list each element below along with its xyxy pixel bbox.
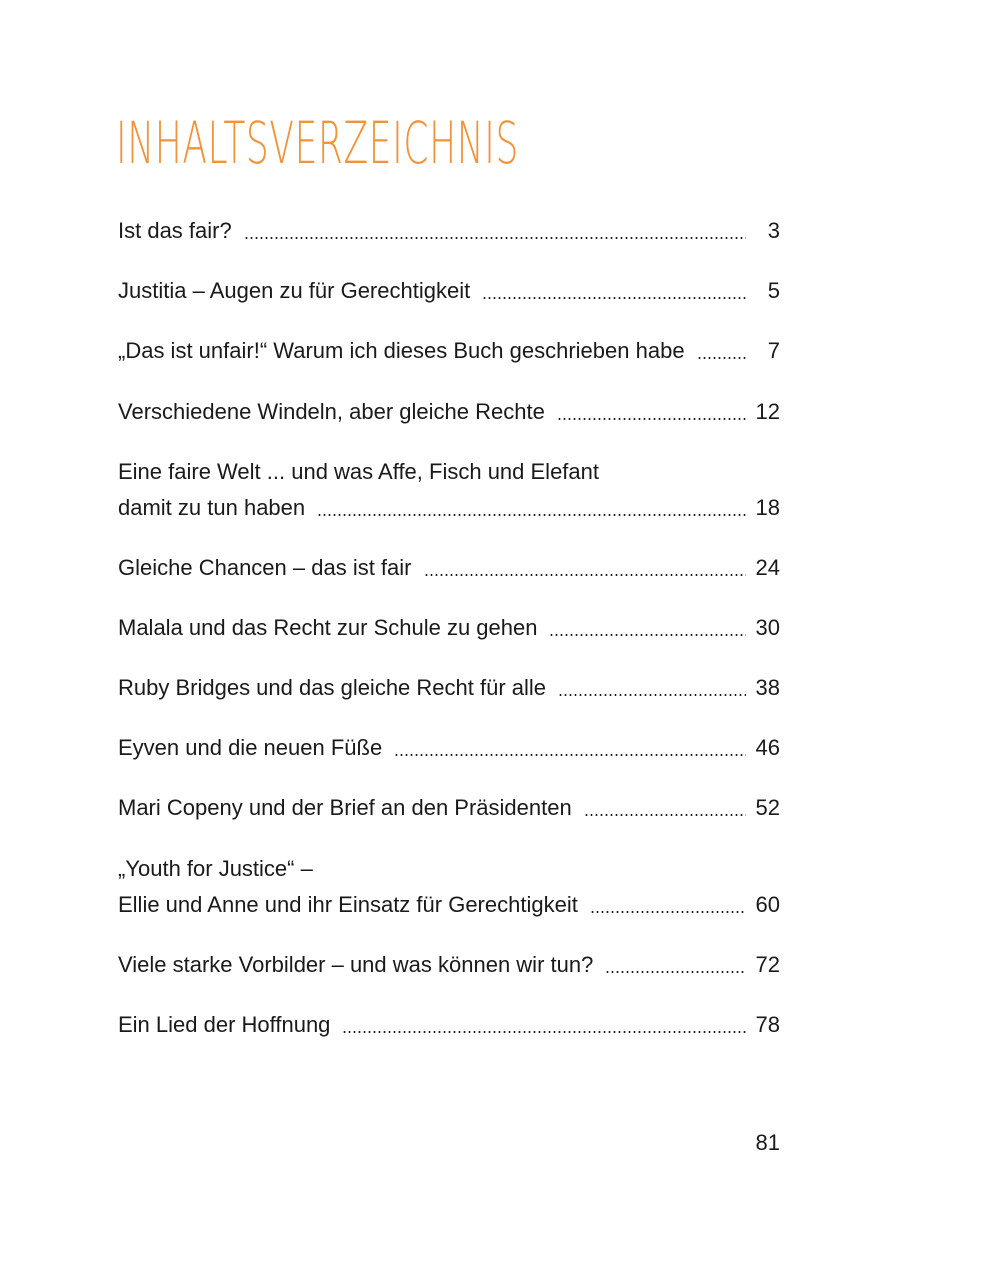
toc-entry-title: Justitia – Augen zu für Gerechtigkeit — [118, 278, 471, 303]
toc-entry-title: Ruby Bridges und das gleiche Recht für alle — [118, 675, 547, 700]
toc-entry-title-continued: Ellie und Anne und ihr Einsatz für Gerechtigkeit — [118, 892, 578, 917]
toc-entry-page: 5 — [767, 278, 780, 303]
toc-entry-page: 7 — [767, 338, 780, 363]
toc-entry — [118, 394, 780, 430]
toc-entry — [118, 550, 780, 586]
dot-leader — [317, 514, 746, 516]
toc-entry-page: 30 — [755, 615, 780, 640]
toc-entry — [118, 213, 780, 249]
toc-entry-page: 72 — [755, 952, 780, 977]
dot-leader — [584, 814, 746, 816]
toc-entry — [118, 790, 780, 826]
toc-entry-title: Ein Lied der Hoffnung — [118, 1012, 331, 1037]
dot-leader — [244, 237, 746, 239]
toc-entry — [118, 730, 780, 766]
toc-entry — [118, 333, 780, 369]
toc-entry-page: 12 — [755, 399, 780, 424]
toc-entry-title: „Youth for Justice“ – — [118, 856, 313, 881]
toc-entry — [118, 670, 780, 706]
dot-leader — [605, 971, 746, 973]
dot-leader — [482, 297, 746, 299]
dot-leader — [557, 418, 746, 420]
toc-entry-page: 38 — [755, 675, 780, 700]
toc-entry-page: 52 — [755, 795, 780, 820]
page-title: INHALTSVERZEICHNIS — [116, 109, 519, 177]
dot-leader — [394, 754, 746, 756]
toc-entry-title-continued: damit zu tun haben — [118, 495, 306, 520]
toc-entry — [118, 273, 780, 309]
toc-entry-title: Mari Copeny und der Brief an den Präsidenten — [118, 795, 572, 820]
toc-entry-page: 78 — [755, 1012, 780, 1037]
toc-entry-title: Malala und das Recht zur Schule zu gehen — [118, 615, 538, 640]
toc-entry-page: 24 — [755, 555, 780, 580]
dot-leader — [590, 911, 746, 913]
toc-entry-page: 60 — [755, 892, 780, 917]
toc-entry-page: 3 — [767, 218, 780, 243]
toc-entry — [118, 454, 780, 526]
toc-entry — [118, 947, 780, 983]
dot-leader — [558, 694, 746, 696]
toc-entry — [118, 610, 780, 646]
toc-entry-title: Verschiedene Windeln, aber gleiche Rechte — [118, 399, 545, 424]
toc-entry-title: „Das ist unfair!“ Warum ich dieses Buch geschrieben habe — [118, 338, 685, 363]
toc-entry-title: Eyven und die neuen Füße — [118, 735, 383, 760]
dot-leader — [549, 634, 746, 636]
toc-entry-page: 18 — [755, 495, 780, 520]
dot-leader — [424, 574, 747, 576]
toc-entry-title: Eine faire Welt ... und was Affe, Fisch und Elefant — [118, 459, 600, 484]
toc-entry — [118, 1007, 780, 1043]
toc-entry-title: Ist das fair? — [118, 218, 232, 243]
page-number: 81 — [755, 1130, 780, 1155]
toc-entry — [118, 851, 780, 923]
toc-entry-title: Gleiche Chancen – das ist fair — [118, 555, 412, 580]
dot-leader — [697, 357, 746, 359]
toc-entry-page: 46 — [755, 735, 780, 760]
toc-entry-title: Viele starke Vorbilder – und was können wir tun? — [118, 952, 594, 977]
dot-leader — [342, 1031, 746, 1033]
